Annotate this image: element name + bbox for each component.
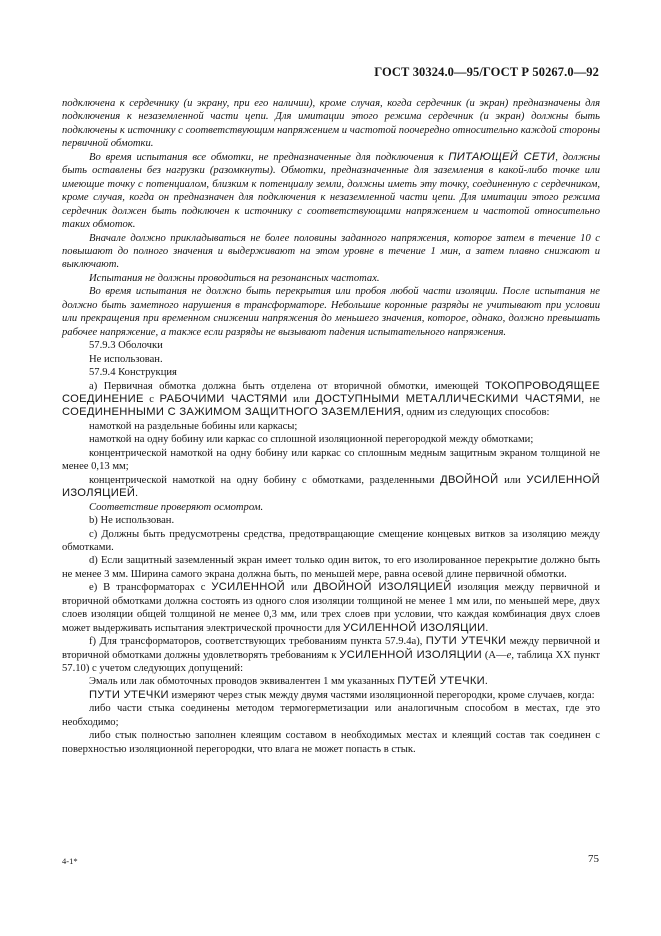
paragraph: Испытания не должны проводиться на резонансных частотах. <box>89 272 380 284</box>
defined-term: ПИТАЮЩЕЙ СЕТИ <box>448 150 556 163</box>
text-run: е <box>506 649 512 661</box>
text-run: , должны быть оставлены без нагрузки (разомкнуты). Обмотки, предназначенные для заземления в какой-либо точке или имеющие точку с потенциалом, близким к потенциалу земли, должны иметь эту точку, соединенную с сердечником, кроме случая, когда он предназначен для подключения к незаземленной части цепи. Для имитации этого режима сердечник должен быть подключен к источнику с соответствующими напряжением и частотой относительно таких обмоток. <box>62 151 600 231</box>
paragraph: с) Должны быть предусмотрены средства, предотвращающие смещение концевых витков за изоляцию между обмотками. <box>62 528 600 553</box>
paragraph: d) Если защитный заземленный экран имеет только один виток, то его изолированное перекрытие должно быть не менее 3 мм. Ширина самого экрана должна быть, по меньшей мере, равна осевой длине первичной обмотки. <box>62 555 600 580</box>
text-run: Во время испытания все обмотки, не предназначенные для подключения к <box>89 151 449 163</box>
text-run: с <box>143 393 160 405</box>
text-run: . <box>485 676 488 688</box>
paragraph <box>62 675 600 688</box>
text-run: или <box>287 393 316 405</box>
defined-term: ДВОЙНОЙ ИЗОЛЯЦИЕЙ <box>313 581 452 594</box>
defined-term: РАБОЧИМИ ЧАСТЯМИ <box>159 392 288 405</box>
paragraph <box>62 581 600 635</box>
defined-term: ДВОЙНОЙ <box>440 473 499 486</box>
paragraph: либо стык полностью заполнен клеящим составом в необходимых местах и клеящий состав так соединен с поверхностью изоляционной перегородки, что влага не может попасть в стык. <box>62 730 600 755</box>
paragraph: намоткой на раздельные бобины или каркасы; <box>89 420 298 432</box>
paragraph: 57.9.3 Оболочки <box>89 340 163 352</box>
defined-term: УСИЛЕННОЙ <box>211 581 285 594</box>
defined-term: ПУТИ УТЕЧКИ <box>89 688 169 701</box>
paragraph <box>62 689 600 702</box>
paragraph: Вначале должно прикладываться не более половины заданного напряжения, которое затем в течение 10 с повышают до полного значения и выдерживают на этом уровне в течение 1 мин, а затем плавно снижают и выключают. <box>62 232 600 271</box>
paragraph: намоткой на одну бобину или каркас со сплошной изоляционной перегородкой между обмотками; <box>89 434 534 446</box>
text-run: , одним из следующих способов: <box>401 407 550 419</box>
text-run: между первичной и вторичной обмотками должны удовлетворять требованиям к <box>62 636 600 661</box>
defined-term: ПУТЕЙ УТЕЧКИ <box>397 675 486 688</box>
text-run: . <box>485 622 489 634</box>
defined-term: УСИЛЕННОЙ ИЗОЛЯЦИИ <box>339 648 482 661</box>
page-number: 75 <box>588 853 599 865</box>
defined-term: УСИЛЕННОЙ ИЗОЛЯЦИИ <box>342 621 486 634</box>
text-run: или <box>498 474 527 486</box>
paragraph: 57.9.4 Конструкция <box>89 367 177 379</box>
footer-sheet-mark: 4-1* <box>62 856 78 866</box>
text-run: изоляция между первичной и вторичной обмотками должна состоять из одного слоя изоляции толщиной не менее 1 мм или, по меньшей мере, двух слоев изоляции общей толщиной не менее 0,3 мм, или трех слоев при условии, что каждая комбинация двух слоев может выдерживать испытания электрической прочности для <box>62 582 600 634</box>
text-run: Эмаль или лак обмоточных проводов эквивалентен 1 мм указанных <box>89 676 398 688</box>
paragraph <box>62 151 600 232</box>
paragraph: либо части стыка соединены методом термогерметизации или аналогичным способом в местах, где это необходимо; <box>62 703 600 728</box>
text-run: , не <box>581 393 600 405</box>
text-run: f) Для трансформаторов, соответствующих требованиям пункта 57.9.4а), <box>89 636 426 648</box>
text-run: концентрической намоткой на одну бобину с обмотками, разделенными <box>89 474 441 486</box>
paragraph: концентрической намоткой на одну бобину или каркас со сплошным медным защитным экраном толщиной не менее 0,13 мм; <box>62 447 600 473</box>
paragraph <box>62 474 600 501</box>
paragraph: Не использован. <box>89 353 163 365</box>
paragraph: Соответствие проверяют осмотром. <box>89 501 264 513</box>
text-run: или <box>284 582 314 594</box>
defined-term: СОЕДИНЕННЫМИ С ЗАЖИМОМ ЗАЩИТНОГО ЗАЗЕМЛЕНИЯ <box>62 406 402 419</box>
paragraph: подключена к сердечнику (и экрану, при его наличии), кроме случая, когда сердечник (и экран) предназначены для подключения к незаземленной части цепи. Для имитации этого режима сердечник (и экран) должны быть подключены к источнику с соответствующим напряжением и частотой поочередно относительно каждой стороны первичной обмотки. <box>62 98 600 150</box>
defined-term: УСИЛЕННОЙ ИЗОЛЯЦИЕЙ <box>62 473 600 500</box>
document-body <box>62 97 600 756</box>
text-run: а) Первичная обмотка должна быть отделена от вторичной обмотки, имеющей <box>89 380 486 392</box>
text-run: (А— <box>482 649 507 661</box>
text-run: . <box>135 488 138 500</box>
paragraph: Во время испытания не должно быть перекрытия или пробоя любой части изоляции. После испытания не должно быть заметного нарушения в трансформаторе. Небольшие коронные разряды не учитывают при условии или прекращения при временном снижении напряжения до меньшего значения, которое, однако, должно превышать рабочее напряжение, а также если разряды не вызывают падения испытательного напряжения. <box>62 286 600 338</box>
defined-term: ДОСТУПНЫМИ МЕТАЛЛИЧЕСКИМИ ЧАСТЯМИ <box>315 392 582 405</box>
text-run: , таблица XX пункт 57.10) с учетом следующих допущений: <box>62 649 600 675</box>
page-header-standard-number: ГОСТ 30324.0—95/ГОСТ Р 50267.0—92 <box>374 65 599 79</box>
defined-term: ПУТИ УТЕЧКИ <box>425 635 507 648</box>
paragraph: b) Не использован. <box>89 515 175 527</box>
defined-term: ТОКОПРОВОДЯЩЕЕ СОЕДИНЕНИЕ <box>62 379 600 405</box>
paragraph <box>62 635 600 675</box>
text-run: е) В трансформаторах с <box>89 582 212 594</box>
text-run: измеряют через стык между двумя частями изоляционной перегородки, кроме случаев, когда: <box>168 689 595 701</box>
paragraph <box>62 380 600 420</box>
